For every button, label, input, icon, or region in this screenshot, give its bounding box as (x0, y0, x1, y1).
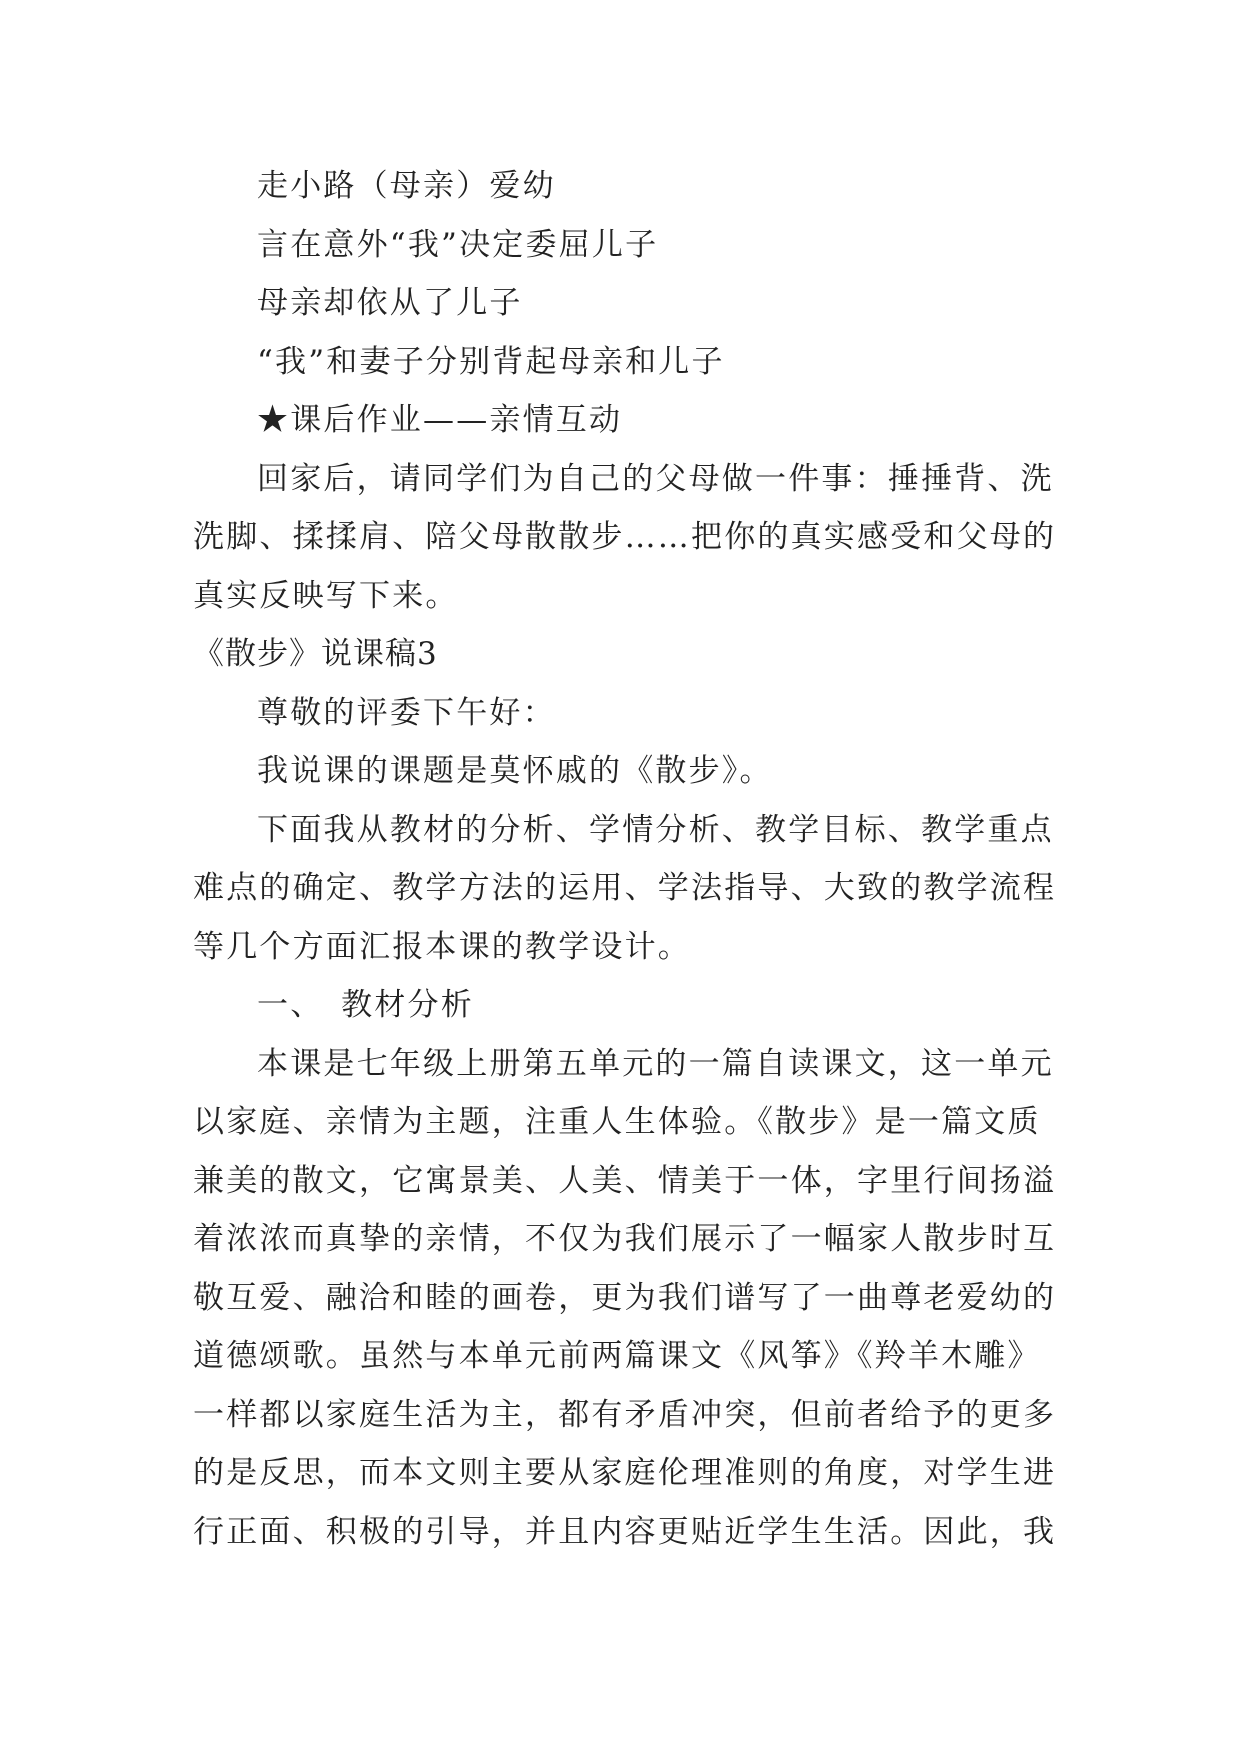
text-line: 真实反映写下来。 (193, 577, 459, 614)
text-line: 走小路（母亲）爱幼 (257, 168, 556, 204)
text-line: 兼美的散文，它寓景美、人美、情美于一体，字里行间扬溢 (193, 1162, 1057, 1199)
text-line: 以家庭、亲情为主题，注重人生体验。《散步》是一篇文质 (193, 1104, 1041, 1140)
text-line: 尊敬的评委下午好： (257, 694, 556, 731)
text-line: 回家后，请同学们为自己的父母做一件事：捶捶背、洗 (257, 460, 1054, 497)
text-line: 一样都以家庭生活为主，都有矛盾冲突，但前者给予的更多 (193, 1396, 1057, 1433)
text-line: 我说课的课题是莫怀戚的《散步》。 (257, 753, 773, 789)
text-line: 着浓浓而真挚的亲情，不仅为我们展示了一幅家人散步时互 (193, 1221, 1057, 1257)
text-line: 言在意外“我”决定委屈儿子 (257, 226, 659, 263)
text-line: “我”和妻子分别背起母亲和儿子 (257, 343, 725, 380)
text-line: 行正面、积极的引导，并且内容更贴近学生生活。因此，我 (193, 1513, 1057, 1550)
text-line: 洗脚、揉揉肩、陪父母散散步……把你的真实感受和父母的 (193, 519, 1057, 555)
text-line: 本课是七年级上册第五单元的一篇自读课文，这一单元 (257, 1045, 1054, 1082)
document-body (193, 157, 1057, 1561)
text-line: 等几个方面汇报本课的教学设计。 (193, 928, 691, 965)
text-line: 的是反思，而本文则主要从家庭伦理准则的角度，对学生进 (193, 1455, 1057, 1491)
text-line: 敬互爱、融洽和睦的画卷，更为我们谱写了一曲尊老爱幼的 (193, 1279, 1057, 1316)
section-title: 《散步》说课稿3 (193, 636, 438, 672)
subsection-heading: 一、 教材分析 (257, 987, 474, 1023)
text-line: 难点的确定、教学方法的运用、学法指导、大致的教学流程 (193, 870, 1057, 906)
text-line: 道德颂歌。虽然与本单元前两篇课文《风筝》《羚羊木雕》 (193, 1338, 1041, 1374)
text-line: 母亲却依从了儿子 (257, 285, 523, 321)
text-line: 下面我从教材的分析、学情分析、教学目标、教学重点 (257, 811, 1054, 848)
homework-heading: ★课后作业——亲情互动 (257, 402, 623, 438)
